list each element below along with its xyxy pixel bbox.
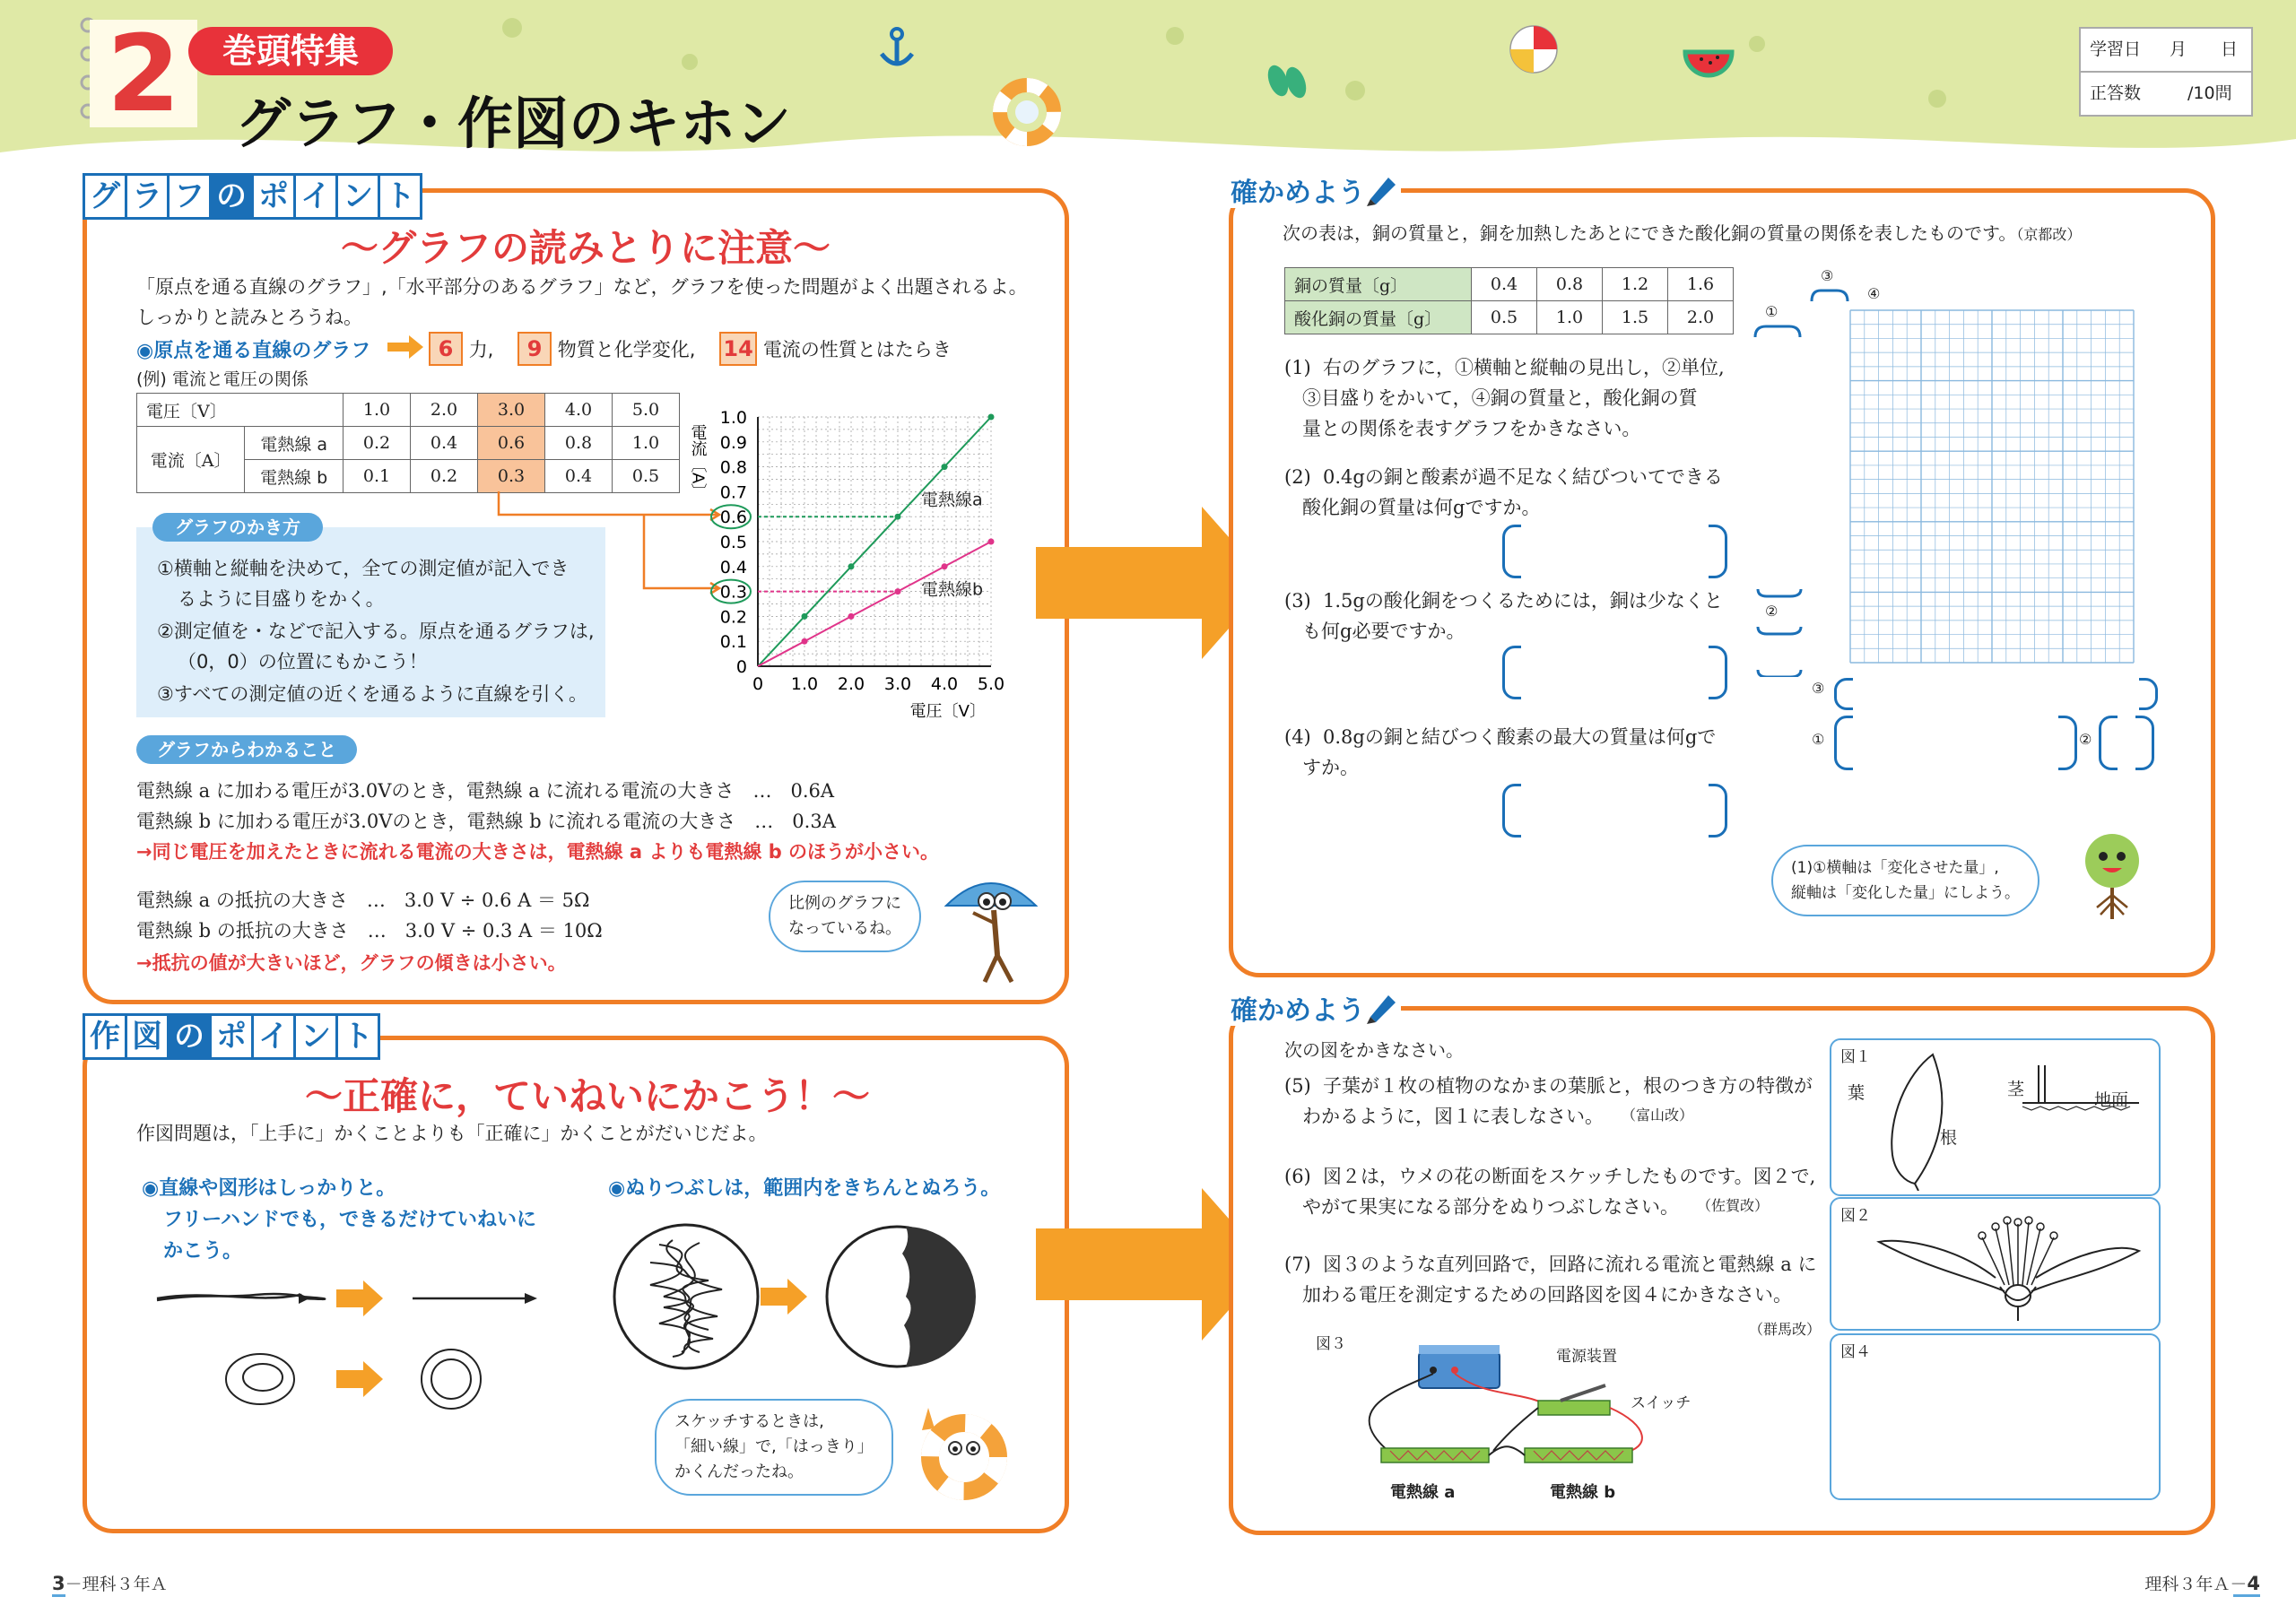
grid-label-4: ④ bbox=[1867, 285, 1881, 302]
ref-label: 電流の性質とはたらき bbox=[762, 339, 952, 360]
sketch-bubble bbox=[655, 1399, 893, 1496]
decor-dot bbox=[1345, 81, 1365, 100]
q5-line: わかるように，図１に表しなさい。 bbox=[1302, 1106, 1604, 1127]
wire-b-header: 電熱線 b bbox=[245, 460, 344, 493]
footer-left-text: －理科３年Ａ bbox=[65, 1575, 168, 1594]
table-cell: 1.6 bbox=[1668, 268, 1734, 301]
y-tick-label: 0.9 bbox=[719, 432, 747, 453]
watermelon-icon bbox=[1682, 43, 1735, 88]
bubble-line: 比例のグラフに bbox=[788, 894, 901, 913]
ref-items bbox=[429, 332, 952, 366]
q7-source: （群馬改） bbox=[1749, 1321, 1822, 1338]
q1-line: ③目盛りをかいて，④銅の質量と，酸化銅の質 bbox=[1302, 387, 1698, 409]
learn-red: →同じ電圧を加えたときに流れる電流の大きさは，電熱線 a よりも電熱線 b のほうが小さい。 bbox=[136, 841, 940, 863]
answer-box-q3[interactable] bbox=[1502, 646, 1727, 699]
example-label: (例) 電流と電圧の関係 bbox=[136, 369, 309, 389]
fig1-leaf-label: 葉 bbox=[1848, 1083, 1866, 1103]
tag-char: ン bbox=[335, 173, 380, 220]
ref-num-badge: 6 bbox=[429, 332, 463, 366]
umbrella-character-icon bbox=[933, 870, 1049, 986]
q2-num: (2) bbox=[1284, 466, 1311, 488]
drawing-intro: 作図問題は，「上手に」かくことよりも「正確に」かくことがだいじだよ。 bbox=[136, 1123, 768, 1144]
decor-dot bbox=[682, 54, 698, 70]
grid-label-2b: ② bbox=[2079, 731, 2092, 748]
tip1-line: フリーハンドでも，できるだけていねいに bbox=[163, 1209, 537, 1231]
scale-bracket[interactable] bbox=[1810, 285, 1849, 303]
current-voltage-chart bbox=[682, 399, 1022, 722]
fig1-ground-label: 地面 bbox=[2094, 1090, 2129, 1110]
grid-label-1b: ① bbox=[1812, 731, 1825, 748]
table-cell: 0.2 bbox=[344, 427, 411, 460]
tag-char: イ bbox=[293, 173, 338, 220]
footer-rule bbox=[2233, 1594, 2260, 1597]
fig3-switch-label: スイッチ bbox=[1631, 1394, 1692, 1412]
q4-line: 0.8gの銅と結びつく酸素の最大の質量は何gで bbox=[1323, 726, 1717, 748]
how-to-line: ③すべての測定値の近くを通るように直線を引く。 bbox=[157, 683, 587, 705]
table-cell: 0.3 bbox=[478, 460, 545, 493]
check1-lead-text: 次の表は，銅の質量と，銅を加熱したあとにできた酸化銅の質量の関係を表したものです。 bbox=[1283, 222, 2017, 244]
y-tick-label: 0.7 bbox=[719, 482, 747, 503]
fill-in-examples bbox=[610, 1218, 1013, 1379]
day-label: 日 bbox=[2221, 39, 2239, 59]
hint-line: 縦軸は「変化した量」にしよう。 bbox=[1791, 884, 2020, 902]
resist-line: 電熱線 a の抵抗の大きさ … 3.0 V ÷ 0.6 A ＝ 5Ω bbox=[136, 890, 590, 911]
ref-label: 物質と化学変化, bbox=[557, 339, 696, 360]
decor-dot bbox=[1166, 27, 1184, 45]
tag-char: ト bbox=[378, 173, 422, 220]
series-circuit-illustration bbox=[1345, 1336, 1704, 1480]
q6-line: 図２は，ウメの花の断面をスケッチしたものです。図２で, bbox=[1323, 1166, 1816, 1187]
pencil-icon bbox=[1363, 172, 1399, 208]
table-cell: 3.0 bbox=[478, 394, 545, 427]
x-tick-label: 0 bbox=[752, 674, 764, 694]
footer-rule bbox=[52, 1594, 65, 1597]
tag-char: ラ bbox=[125, 173, 170, 220]
table-row bbox=[1285, 301, 1734, 334]
y-tick-label: 0.4 bbox=[719, 557, 747, 577]
drawing-point-tag bbox=[85, 1013, 380, 1060]
axis-label-bracket[interactable] bbox=[1753, 321, 1802, 339]
y-tick-label: 0.6 bbox=[719, 508, 747, 528]
q2-line: 酸化銅の質量は何gですか。 bbox=[1302, 497, 1541, 518]
page-number-right: 4 bbox=[2247, 1573, 2260, 1594]
answer-box-q2[interactable] bbox=[1502, 525, 1727, 578]
grid-label-3b: ③ bbox=[1812, 680, 1825, 697]
how-to-label: グラフのかき方 bbox=[152, 513, 323, 542]
current-voltage-table bbox=[136, 393, 680, 493]
study-record-box bbox=[2079, 27, 2253, 117]
q4-line: すか。 bbox=[1302, 757, 1359, 778]
table-row bbox=[137, 427, 680, 460]
bubble-line: 「細い線」で,「はっきり」 bbox=[674, 1437, 874, 1456]
q1-line: 右のグラフに，①横軸と縦軸の見出し，②単位, bbox=[1323, 357, 1725, 378]
fig2-label: 図２ bbox=[1840, 1207, 1871, 1225]
ref-num-badge: 14 bbox=[719, 332, 757, 366]
table-cell: 0.8 bbox=[545, 427, 613, 460]
q1-line: 量との関係を表すグラフをかきなさい。 bbox=[1302, 418, 1641, 439]
q5-line: 子葉が１枚の植物のなかまの葉脈と，根のつき方の特徴が bbox=[1323, 1075, 1813, 1097]
copper-row-label: 銅の質量〔g〕 bbox=[1285, 268, 1472, 301]
footer-left bbox=[52, 1571, 168, 1595]
tag-char: グ bbox=[83, 173, 127, 220]
fig1-stem-label: 茎 bbox=[2007, 1080, 2025, 1099]
x-tick-label: 5.0 bbox=[977, 674, 1005, 694]
table-cell: 0.4 bbox=[545, 460, 613, 493]
table-cell: 2.0 bbox=[411, 394, 478, 427]
q1-num: (1) bbox=[1284, 357, 1311, 378]
y-tick-label: 0 bbox=[735, 657, 747, 677]
figure4-box[interactable] bbox=[1830, 1333, 2161, 1500]
pencil-icon bbox=[1363, 990, 1399, 1026]
fig3-wire-a-label: 電熱線 a bbox=[1390, 1483, 1456, 1502]
data-point bbox=[942, 464, 948, 470]
tag-char: の bbox=[167, 1013, 212, 1060]
scale-answer-bracket[interactable] bbox=[1834, 678, 2158, 710]
decor-dot bbox=[502, 18, 522, 38]
tag-char: の bbox=[209, 173, 254, 220]
x-tick-label: 3.0 bbox=[883, 674, 912, 694]
y-tick-label: 0.8 bbox=[719, 457, 747, 478]
how-to-line: ①横軸と縦軸を決めて，全ての測定値が記入でき bbox=[157, 558, 570, 579]
table-cell: 0.8 bbox=[1537, 268, 1603, 301]
table-cell: 0.1 bbox=[344, 460, 411, 493]
x-title-answer-bracket[interactable] bbox=[1834, 716, 2077, 770]
how-to-line: （0，0）の位置にもかこう！ bbox=[178, 651, 428, 673]
study-date-label: 学習日 bbox=[2090, 39, 2142, 59]
answer-box-q4[interactable] bbox=[1502, 784, 1727, 838]
table-cell: 2.0 bbox=[1668, 301, 1734, 334]
x-tick-label: 1.0 bbox=[790, 674, 819, 694]
table-cell: 1.5 bbox=[1603, 301, 1668, 334]
wire-a-header: 電熱線 a bbox=[245, 427, 344, 460]
lifebuoy-icon bbox=[987, 72, 1067, 152]
check1-lead bbox=[1283, 219, 2081, 245]
flower-cross-section-sketch bbox=[1874, 1206, 2144, 1323]
x-unit-answer-bracket[interactable] bbox=[2099, 716, 2154, 770]
check1-source: （京都改） bbox=[2016, 226, 2082, 243]
x-axis-label: 電圧〔V〕 bbox=[909, 702, 986, 721]
data-point bbox=[895, 588, 901, 595]
data-point bbox=[895, 514, 901, 520]
y-tick-label: 0.3 bbox=[719, 582, 747, 603]
tip1-line: かこう。 bbox=[163, 1240, 243, 1263]
y-tick-label: 0.5 bbox=[719, 533, 747, 552]
table-cell: 0.6 bbox=[478, 427, 545, 460]
resist-line: 電熱線 b の抵抗の大きさ … 3.0 V ÷ 0.3 A ＝ 10Ω bbox=[136, 920, 603, 942]
data-point bbox=[988, 539, 995, 545]
x-tick-label: 4.0 bbox=[930, 674, 959, 694]
how-to-line: ②測定値を・などで記入する。原点を通るグラフは, bbox=[157, 621, 595, 642]
anchor-icon bbox=[874, 25, 919, 70]
y-tick-label: 1.0 bbox=[719, 408, 747, 428]
grid-label-3: ③ bbox=[1821, 267, 1834, 284]
table-cell: 5.0 bbox=[613, 394, 680, 427]
q6-num: (6) bbox=[1284, 1166, 1311, 1187]
tag-char: 作 bbox=[83, 1013, 127, 1060]
tip2-line: ◉ぬりつぶしは，範囲内をきちんとぬろう。 bbox=[608, 1177, 1001, 1200]
feature-badge: 巻頭特集 bbox=[188, 27, 393, 75]
decor-dot bbox=[1928, 90, 1946, 108]
fig3-power-label: 電源装置 bbox=[1556, 1348, 1617, 1366]
tip1-line: ◉直線や図形はしっかりと。 bbox=[142, 1177, 396, 1200]
footer-right-text: 理科３年Ａ－ bbox=[2144, 1575, 2248, 1594]
q5-num: (5) bbox=[1284, 1075, 1311, 1097]
tag-char: ト bbox=[335, 1013, 380, 1060]
table-cell: 0.4 bbox=[411, 427, 478, 460]
ref-num-badge: 9 bbox=[517, 332, 552, 366]
fig3-label: 図３ bbox=[1316, 1335, 1346, 1353]
q6-line: やがて果実になる部分をぬりつぶしなさい。 bbox=[1302, 1196, 1679, 1218]
data-point bbox=[802, 613, 808, 620]
leaf-stem-sketch bbox=[1843, 1047, 2157, 1191]
tag-char: ポ bbox=[251, 173, 296, 220]
q3-num: (3) bbox=[1284, 590, 1311, 612]
fig3-wire-b-label: 電熱線 b bbox=[1550, 1483, 1616, 1502]
axis-hint-bubble bbox=[1771, 845, 2039, 916]
tag-char: ポ bbox=[209, 1013, 254, 1060]
table-row bbox=[137, 394, 680, 427]
grid-label-1: ① bbox=[1765, 303, 1779, 320]
voltage-header: 電圧〔V〕 bbox=[137, 394, 344, 427]
ref-head: ◉原点を通る直線のグラフ bbox=[136, 340, 371, 362]
tag-char: ン bbox=[293, 1013, 338, 1060]
q6-source: （佐賀改） bbox=[1697, 1197, 1770, 1214]
q7-line: 図３のような直列回路で，回路に流れる電流と電熱線 a に bbox=[1323, 1254, 1817, 1275]
unit-number: 2 bbox=[90, 20, 197, 127]
series-label: 電熱線a bbox=[921, 490, 983, 510]
table-cell: 1.0 bbox=[344, 394, 411, 427]
check2-label: 確かめよう bbox=[1231, 995, 1365, 1027]
graph-point-subtitle: ～グラフの読みとりに注意～ bbox=[341, 226, 831, 270]
table-cell: 1.2 bbox=[1603, 268, 1668, 301]
score-total: /10問 bbox=[2187, 83, 2232, 103]
table-cell: 0.5 bbox=[613, 460, 680, 493]
y-tick-label: 0.1 bbox=[719, 632, 747, 653]
graph-intro-line2: しっかりと読みとろうね。 bbox=[136, 307, 362, 328]
table-cell: 0.4 bbox=[1472, 268, 1537, 301]
q2-line: 0.4gの銅と酸素が過不足なく結びついてできる bbox=[1323, 466, 1723, 488]
copper-oxide-table bbox=[1284, 267, 1734, 334]
study-date-row bbox=[2081, 29, 2251, 73]
bubble-line: なっているね。 bbox=[788, 919, 901, 938]
data-point bbox=[988, 414, 995, 421]
tag-char: イ bbox=[251, 1013, 296, 1060]
q5-source: （富山改） bbox=[1622, 1107, 1694, 1124]
month-label: 月 bbox=[2170, 39, 2187, 59]
page-title: グラフ・作図のキホン bbox=[235, 91, 792, 156]
table-row bbox=[1285, 268, 1734, 301]
graph-intro-line1: 「原点を通る直線のグラフ」,「水平部分のあるグラフ」など，グラフを使った問題がよく出題されるよ。 bbox=[136, 276, 1028, 298]
page-number-left: 3 bbox=[52, 1573, 65, 1594]
bubble-line: かくんだったね。 bbox=[674, 1462, 804, 1481]
data-point bbox=[942, 563, 948, 569]
table-cell: 1.0 bbox=[613, 427, 680, 460]
beach-ball-icon bbox=[1507, 22, 1561, 76]
check1-label: 確かめよう bbox=[1231, 178, 1365, 209]
fig4-label: 図４ bbox=[1840, 1343, 1871, 1361]
learn-line: 電熱線 a に加わる電圧が3.0Vのとき，電熱線 a に流れる電流の大きさ … 0.6A bbox=[136, 780, 835, 802]
learn-label: グラフからわかること bbox=[136, 735, 357, 764]
q3-line: も何g必要ですか。 bbox=[1302, 621, 1465, 642]
series-label: 電熱線b bbox=[921, 579, 984, 600]
hint-line: (1)①横軸は「変化させた量」, bbox=[1791, 859, 1999, 877]
table-cell: 4.0 bbox=[545, 394, 613, 427]
resist-red: →抵抗の値が大きいほど，グラフの傾きは小さい。 bbox=[136, 952, 567, 974]
score-row bbox=[2081, 73, 2251, 115]
table-cell: 1.0 bbox=[1537, 301, 1603, 334]
lifebuoy-character-icon bbox=[915, 1403, 1013, 1502]
ref-label: 力, bbox=[468, 339, 494, 360]
data-point bbox=[848, 563, 855, 569]
table-cell: 0.5 bbox=[1472, 301, 1537, 334]
y-tick-label: 0.2 bbox=[719, 607, 747, 628]
learn-line: 電熱線 b に加わる電圧が3.0Vのとき，電熱線 b に流れる電流の大きさ … 0.3A bbox=[136, 811, 836, 832]
grid-label-2: ② bbox=[1765, 603, 1779, 620]
tag-char: フ bbox=[167, 173, 212, 220]
q3-line: 1.5gの酸化銅をつくるためには，銅は少なくと bbox=[1323, 590, 1723, 612]
sprout-character-icon bbox=[2063, 825, 2161, 924]
table-cell: 0.2 bbox=[411, 460, 478, 493]
score-label: 正答数 bbox=[2090, 83, 2142, 103]
unit-brackets[interactable] bbox=[1756, 587, 1803, 677]
how-to-line: るように目盛りをかく。 bbox=[178, 588, 385, 610]
blank-graph-grid[interactable] bbox=[1849, 309, 2135, 664]
data-point bbox=[802, 638, 808, 645]
orange-arrow-icon bbox=[386, 334, 425, 360]
fig1-root-label: 根 bbox=[1940, 1128, 1958, 1148]
q7-num: (7) bbox=[1284, 1254, 1311, 1275]
q4-num: (4) bbox=[1284, 726, 1311, 748]
current-header: 電流〔A〕 bbox=[137, 427, 245, 493]
oxide-row-label: 酸化銅の質量〔g〕 bbox=[1285, 301, 1472, 334]
sandals-icon bbox=[1260, 54, 1314, 108]
proportional-bubble bbox=[769, 881, 921, 952]
graph-point-tag bbox=[85, 173, 422, 220]
y-axis-label: 電流〔A〕 bbox=[688, 424, 708, 500]
fig1-label: 図１ bbox=[1840, 1048, 1871, 1066]
footer-right bbox=[2144, 1571, 2260, 1595]
x-tick-label: 2.0 bbox=[837, 674, 865, 694]
tag-char: 図 bbox=[125, 1013, 170, 1060]
q7-line: 加わる電圧を測定するための回路図を図４にかきなさい。 bbox=[1302, 1284, 1792, 1306]
bubble-line: スケッチするときは, bbox=[674, 1412, 824, 1431]
drawing-point-subtitle: ～正確に，ていねいにかこう！～ bbox=[305, 1074, 871, 1118]
decor-dot bbox=[1749, 36, 1765, 52]
check2-lead: 次の図をかきなさい。 bbox=[1284, 1039, 1464, 1061]
data-point bbox=[848, 613, 855, 620]
line-shape-examples bbox=[148, 1273, 552, 1417]
